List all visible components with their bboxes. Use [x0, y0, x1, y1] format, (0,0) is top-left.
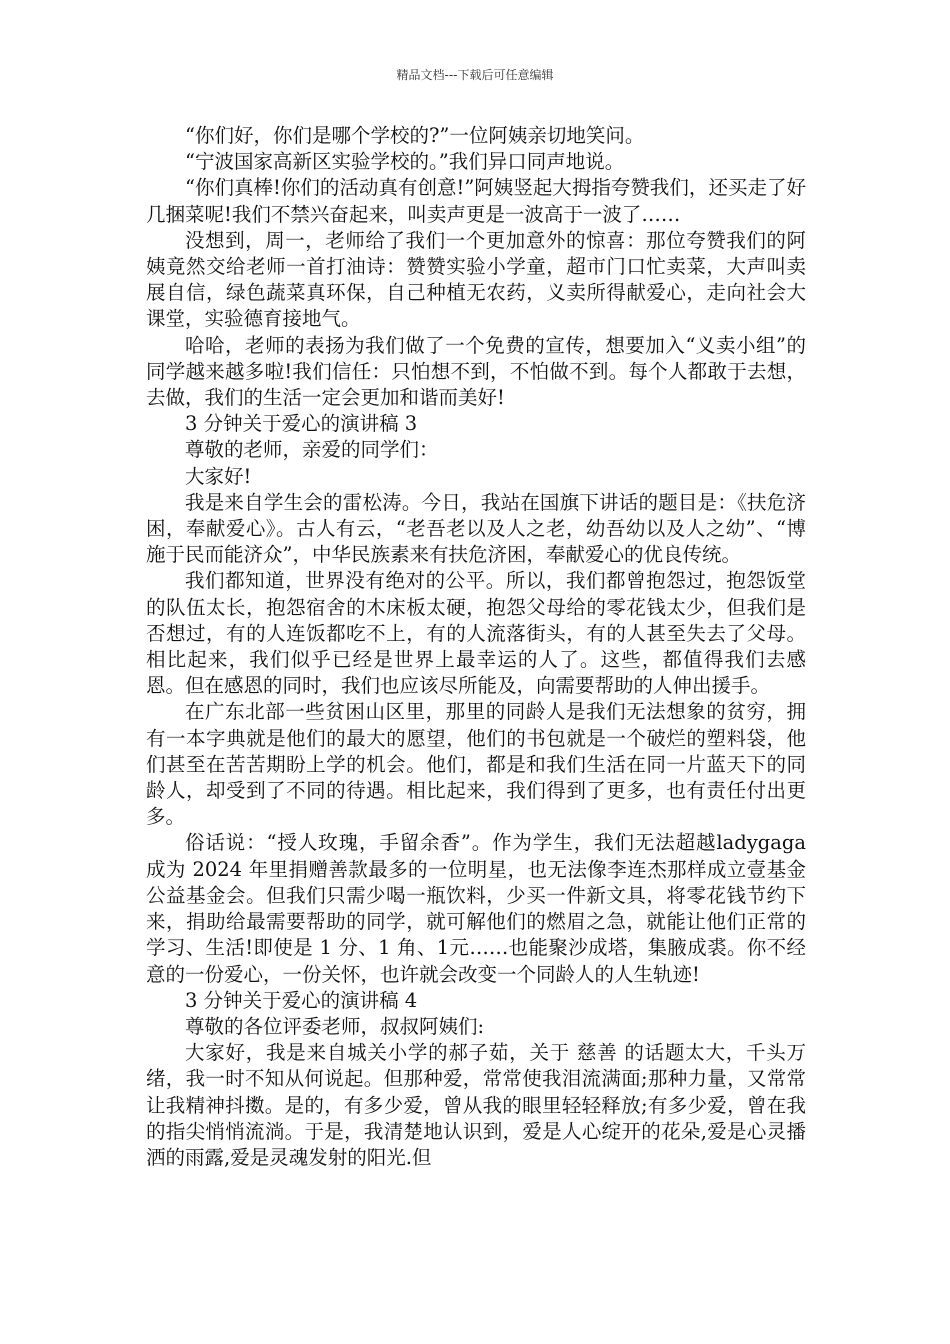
salutation: 尊敬的老师，亲爱的同学们： — [185, 438, 439, 462]
greeting: 大家好! — [185, 464, 252, 488]
paragraph: 我们都知道，世界没有绝对的公平。所以，我们都曾抱怨过，抱怨饭堂的队伍太长，抱怨宿舍的木床板太硬，抱怨父母给的零花钱太少，但我们是否想过，有的人连饭都吃不上，有的人流落街头，有的人甚至失去了父母。相比起来，我们似乎已经是世界上最幸运的人了。这些，都值得我们去感恩。但在感恩的同时，我们也应该尽所能及，向需要帮助的人伸出援手。 — [146, 569, 806, 698]
paragraph: 在广东北部一些贫困山区里，那里的同龄人是我们无法想象的贫穷，拥有一本字典就是他们的最大的愿望，他们的书包就是一个破烂的塑料袋，他们甚至在苦苦期盼上学的机会。他们，都是和我们生活在同一片蓝天下的同龄人，却受到了不同的待遇。相比起来，我们得到了更多，也有责任付出更多。 — [146, 700, 806, 829]
paragraph: 没想到，周一，老师给了我们一个更加意外的惊喜：那位夸赞我们的阿姨竟然交给老师一首打油诗：赞赞实验小学童，超市门口忙卖菜，大声叫卖展自信，绿色蔬菜真环保，自己种植无农药，义卖所得献爱心，走向社会大课堂，实验德育接地气。 — [146, 228, 806, 331]
salutation: 尊敬的各位评委老师，叔叔阿姨们: — [185, 1014, 485, 1038]
paragraph: “宁波国家高新区实验学校的。”我们异口同声地说。 — [185, 150, 625, 174]
paragraph: 我是来自学生会的雷松涛。今日，我站在国旗下讲话的题目是：《扶危济困，奉献爱心》。古人有云，“老吾老以及人之老，幼吾幼以及人之幼”、“博施于民而能济众”，中华民族素来有扶危济困，奉献爱心的优良传统。 — [146, 490, 806, 567]
document-body — [146, 123, 806, 1171]
paragraph: 大家好，我是来自城关小学的郝子茹，关于 慈善 的话题太大，千头万绪，我一时不知从何说起。但那种爱，常常使我泪流满面;那种力量，又常常让我精神抖擞。是的，有多少爱，曾从我的眼里轻轻释放;有多少爱，曾在我的指尖悄悄流淌。于是，我清楚地认识到，爱是人心绽开的花朵,爱是心灵播洒的雨露,爱是灵魂发射的阳光.但 — [146, 1041, 806, 1169]
page-header: 精品文档---下载后可任意编辑 — [396, 68, 554, 82]
paragraph: 哈哈，老师的表扬为我们做了一个免费的宣传，想要加入“义卖小组”的同学越来越多啦!我们信任：只怕想不到，不怕做不到。每个人都敢于去想，去做，我们的生活一定会更加和谐而美好! — [146, 333, 806, 410]
section-title: 3 分钟关于爱心的演讲稿 3 — [185, 412, 418, 436]
paragraph: “你们好，你们是哪个学校的?”一位阿姨亲切地笑问。 — [185, 124, 645, 147]
section-title: 3 分钟关于爱心的演讲稿 4 — [185, 988, 418, 1012]
paragraph: 俗话说：“授人玫瑰，手留余香”。作为学生，我们无法超越ladygaga 成为 2024 年里捐赠善款最多的一位明星，也无法像李连杰那样成立壹基金公益基金会。但我们只需少喝一瓶饮料，少买一件新文具，将零花钱节约下来，捐助给最需要帮助的同学，就可解他们的燃眉之急，就能让他们正常的学习、生活!即使是 1 分、1 角、1元……也能聚沙成塔，集腋成裘。你不经意的一份爱心，一份关怀，也许就会改变一个同龄人的人生轨迹! — [146, 831, 806, 986]
paragraph: “你们真棒!你们的活动真有创意!”阿姨竖起大拇指夸赞我们，还买走了好几捆菜呢!我们不禁兴奋起来，叫卖声更是一波高于一波了…… — [146, 176, 806, 226]
